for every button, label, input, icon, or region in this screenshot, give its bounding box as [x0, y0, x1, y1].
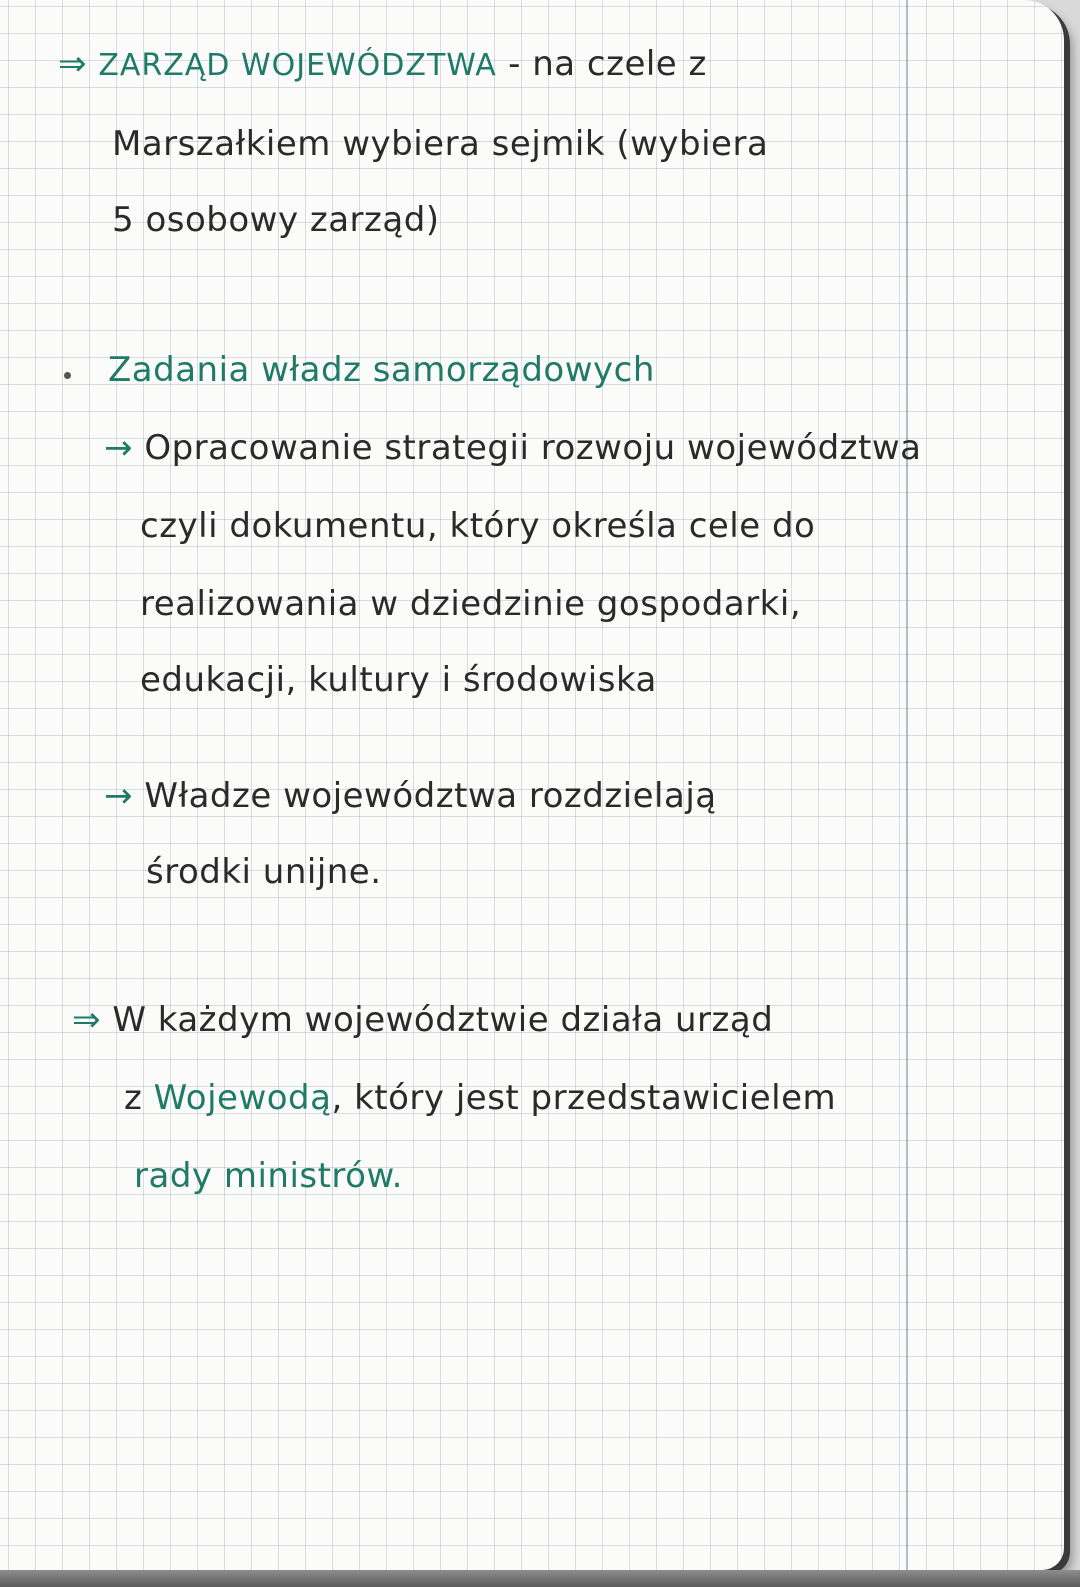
section2-item1-line4: edukacji, kultury i środowiska [140, 660, 657, 700]
section3-line2-rest: , który jest przedstawicielem [331, 1078, 837, 1118]
double-arrow-icon: ⇒ [72, 1000, 101, 1040]
item1-line1-text: Opracowanie strategii rozwoju województwa [144, 428, 922, 468]
arrow-right-icon: → [104, 776, 133, 816]
section2-item2-line2: środki unijne. [146, 852, 382, 892]
section1-heading: ZARZĄD WOJEWÓDZTWA [98, 48, 497, 83]
section3-line2-prefix: z [124, 1078, 154, 1118]
section2-item1-line2: czyli dokumentu, który określa cele do [140, 506, 816, 546]
section2-heading: Zadania władz samorządowych [108, 350, 655, 390]
section1-line1 [58, 44, 707, 84]
section3-line2 [124, 1078, 836, 1118]
bullet-icon [64, 372, 71, 379]
section1-line2: Marszałkiem wybiera sejmik (wybiera [112, 124, 769, 164]
section3-line3: rady ministrów. [134, 1156, 403, 1196]
section3-line1 [72, 1000, 773, 1040]
wojewoda-highlight: Wojewodą [153, 1078, 332, 1118]
double-arrow-icon: ⇒ [58, 44, 87, 84]
item2-line1-text: Władze województwa rozdzielają [144, 776, 717, 816]
section2-item1-line3: realizowania w dziedzinie gospodarki, [140, 584, 802, 624]
section1-line3: 5 osobowy zarząd) [112, 200, 440, 240]
arrow-right-icon: → [104, 428, 133, 468]
notebook-binding [0, 1570, 1080, 1587]
margin-line [906, 0, 908, 1570]
section3-line1-text: W każdym województwie działa urząd [112, 1000, 774, 1040]
section2-item2-line1 [104, 776, 717, 816]
section1-heading-rest: - na czele z [496, 44, 707, 84]
section2-item1-line1 [104, 428, 922, 468]
